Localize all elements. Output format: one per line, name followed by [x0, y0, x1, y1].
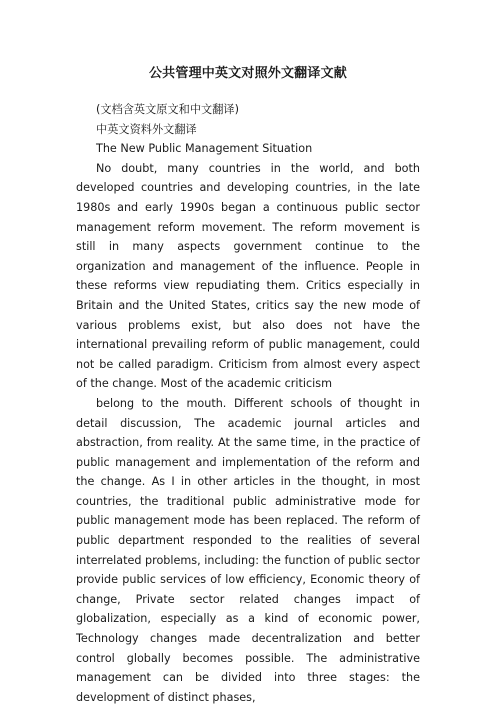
paragraph-2: belong to the mouth. Different schools of thought in detail discussion, The academic journal articles and abstraction, from reality. At the same time, in the practice of public management and implementation of the reform and the change. As I in other articles in the thought, in most countries, the traditional public administrative mode for public management mode has been replaced. The reform of public department responded to the realities of several interrelated problems, including: the function of public sector provide public services of low efficiency, Economic theory of change, Private sector related changes impact of globalization, especially as a kind of economic power, Technology changes made decentralization and better control globally becomes possible. The administrative management can be divided into three stages: the development of distinct phases, — [76, 396, 420, 704]
article-title: The New Public Management Situation — [96, 142, 313, 156]
section-label: 中英文资料外文翻译 — [96, 122, 197, 136]
paragraph-1: No doubt, many countries in the world, and both developed countries and developing countries, in the late 1980s and early 1990s began a continuous public sector management reform movement. The reform movement is still in many aspects government continue to the organization and management of the influence. People in these reforms view repudiating them. Critics especially in Britain and the United States, critics say the new mode of various problems exist, but also does not have the international prevailing reform of public management, could not be called paradigm. Criticism from almost every aspect of the change. Most of the academic criticism — [76, 161, 420, 391]
document-subtitle: (文档含英文原文和中文翻译) — [96, 103, 239, 116]
document-title: 公共管理中英文对照外文翻译文献 — [148, 66, 347, 81]
